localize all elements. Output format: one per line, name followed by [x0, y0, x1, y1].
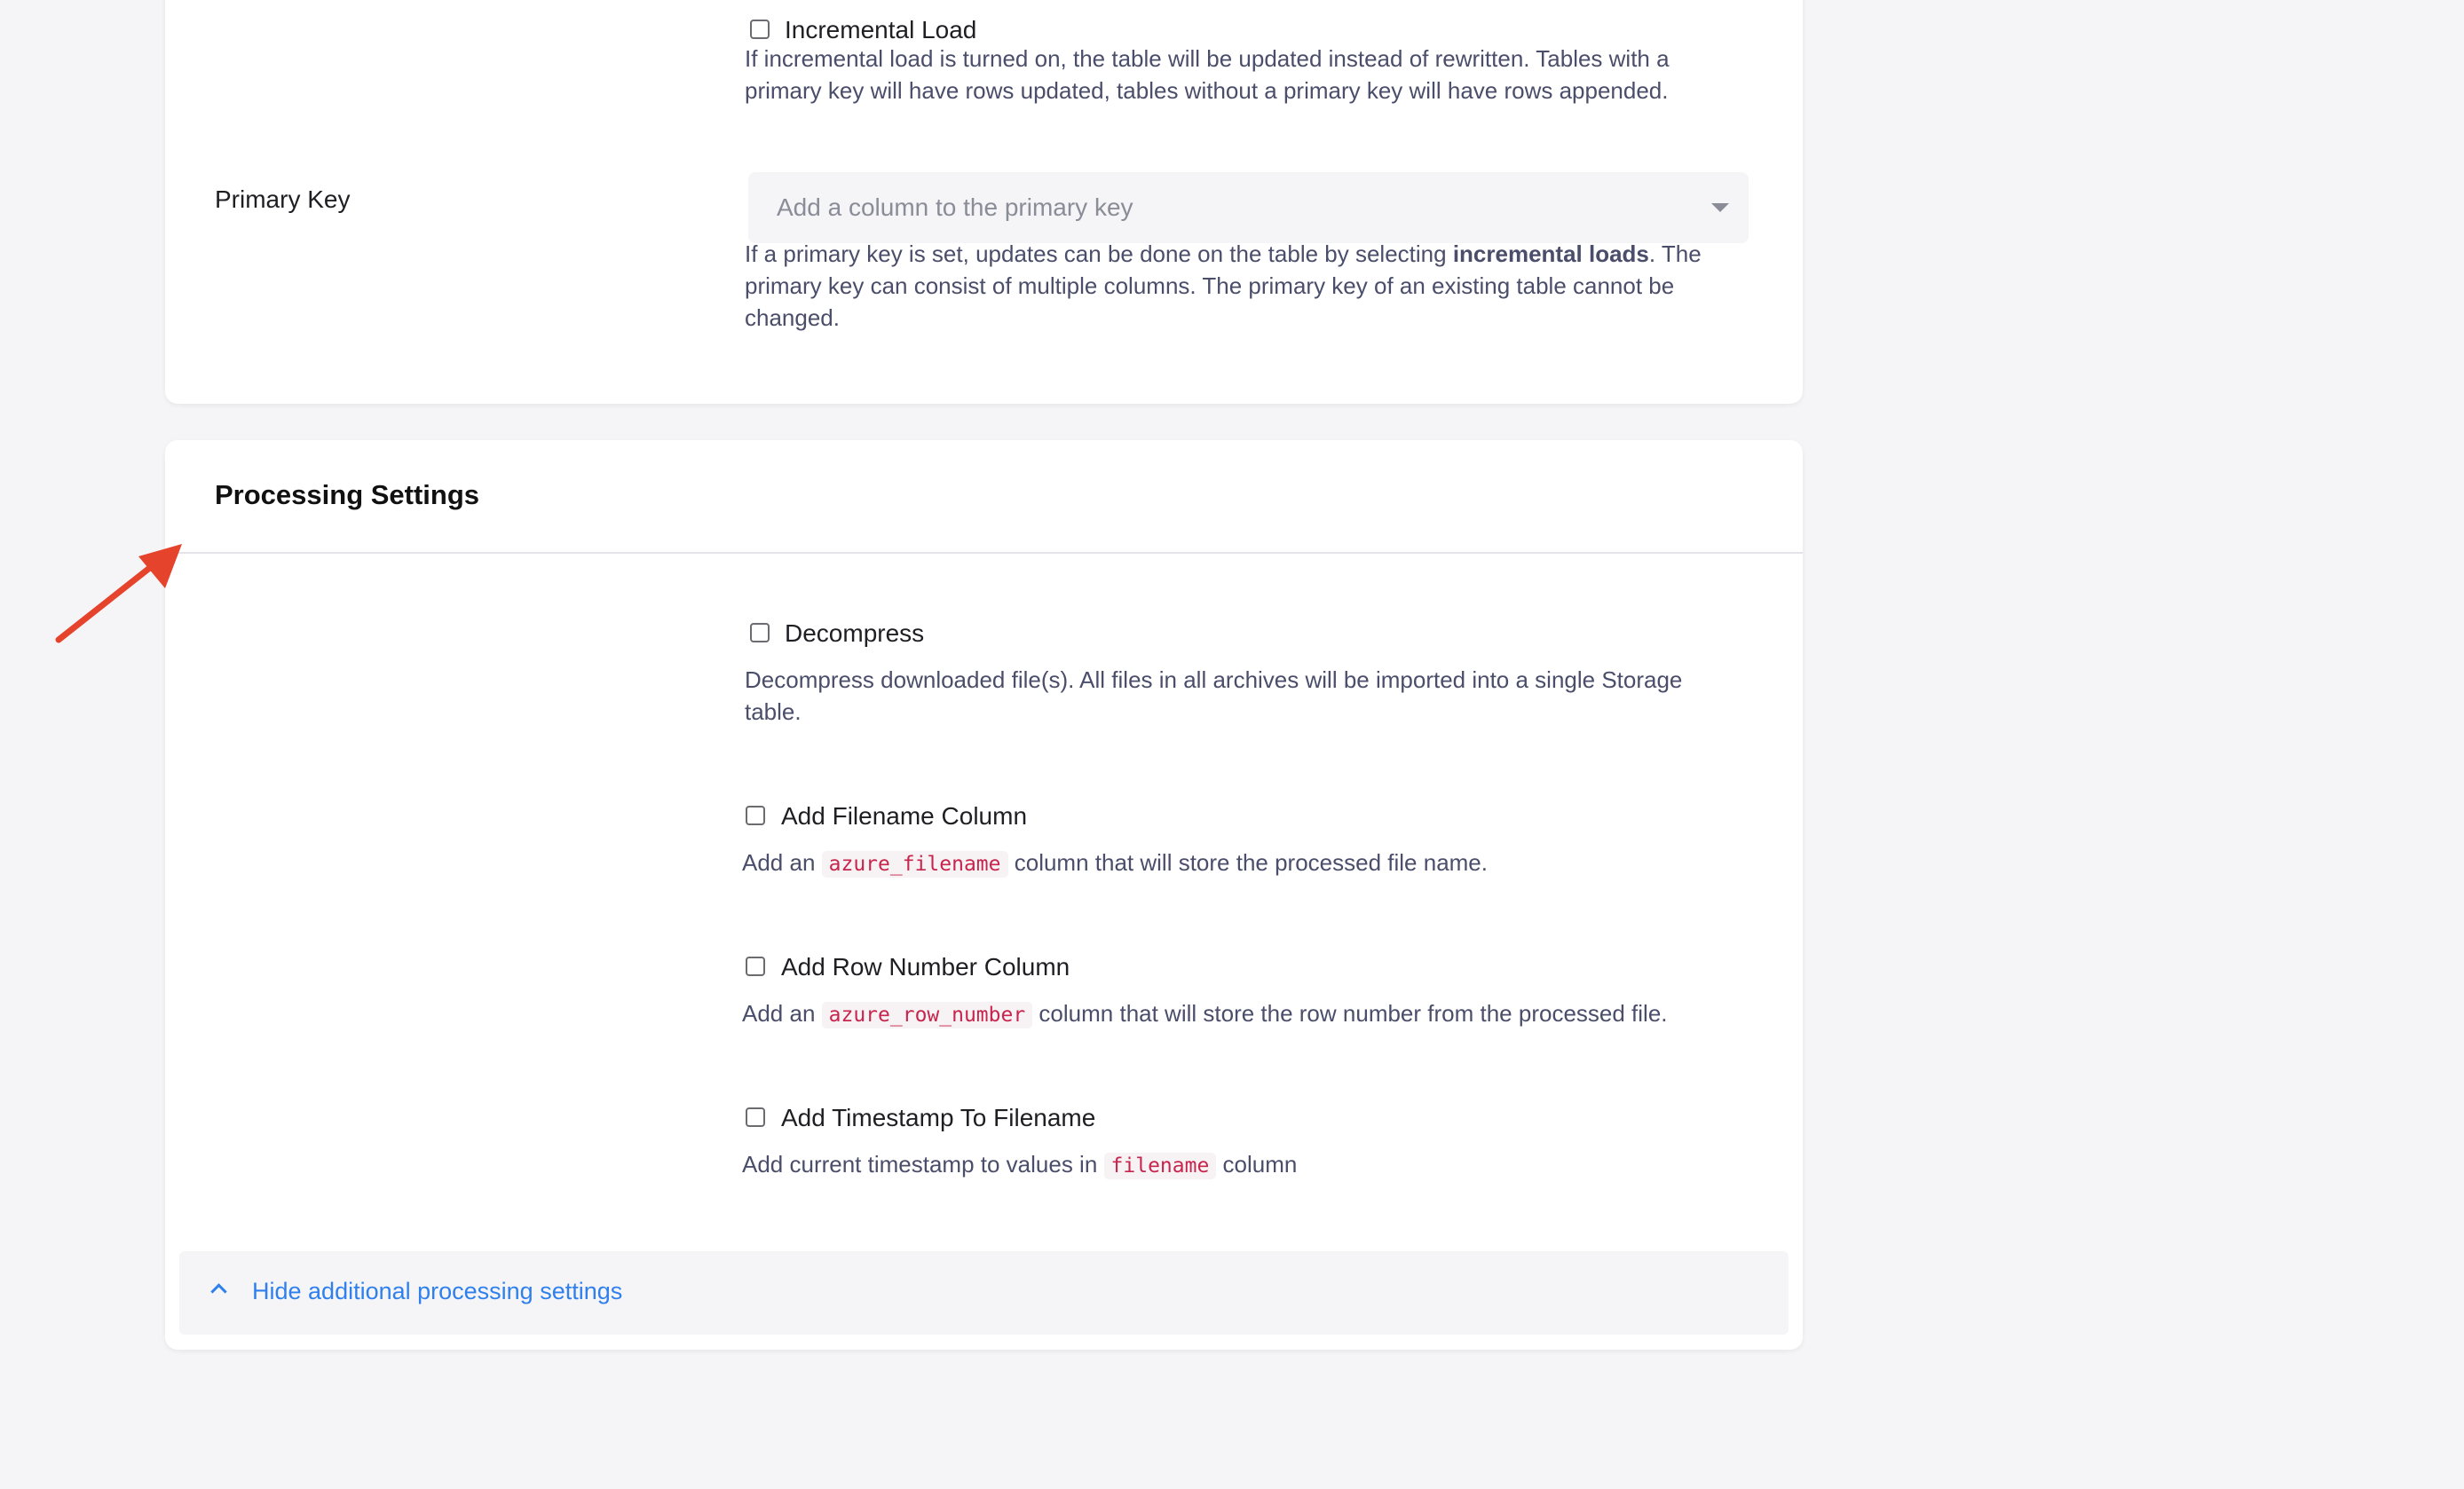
azure-row-number-code: azure_row_number — [822, 1002, 1033, 1028]
add-timestamp-help — [742, 1148, 1807, 1182]
add-timestamp-help-post: column — [1216, 1151, 1298, 1178]
add-filename-column-checkbox[interactable] — [746, 806, 765, 825]
azure-filename-code: azure_filename — [822, 851, 1008, 878]
decompress-checkbox[interactable] — [750, 623, 770, 642]
caret-down-icon — [1711, 203, 1729, 212]
add-row-number-help-post: column that will store the row number from the processed file. — [1032, 1000, 1668, 1027]
add-timestamp-checkbox[interactable] — [746, 1107, 765, 1127]
processing-settings-title: Processing Settings — [215, 479, 480, 510]
primary-key-select[interactable] — [748, 172, 1749, 243]
incremental-load-help-line1: If incremental load is turned on, the table will be updated instead of rewritten. Tables with a — [745, 45, 1670, 72]
primary-key-help-line2: primary key can consist of multiple columns. The primary key of an existing table cannot be — [745, 272, 1675, 299]
incremental-load-help-line2: primary key will have rows updated, tables without a primary key will have rows appended. — [745, 77, 1669, 104]
add-filename-column-label: Add Filename Column — [781, 802, 1028, 830]
primary-key-help-end: . The — [1648, 240, 1702, 267]
hide-additional-settings-link[interactable]: Hide additional processing settings — [252, 1278, 623, 1304]
add-filename-help-pre: Add an — [742, 849, 822, 876]
primary-key-help — [745, 238, 1810, 334]
processing-settings-card — [165, 440, 1803, 1350]
primary-key-help-line3: changed. — [745, 304, 840, 331]
incremental-load-help — [745, 43, 1810, 106]
decompress-label: Decompress — [785, 619, 925, 647]
incremental-loads-bold: incremental loads — [1452, 240, 1649, 267]
red-arrow-icon — [53, 537, 195, 652]
decompress-help-line1: Decompress downloaded file(s). All files in all archives will be imported into a single Storage — [745, 666, 1683, 693]
decompress-help-line2: table. — [745, 698, 802, 725]
add-row-number-column-help — [742, 997, 1807, 1031]
add-filename-help-post: column that will store the processed file name. — [1007, 849, 1488, 876]
add-row-number-column-checkbox[interactable] — [746, 957, 765, 976]
incremental-load-checkbox[interactable] — [750, 20, 770, 39]
add-filename-column-help — [742, 847, 1807, 880]
add-timestamp-help-pre: Add current timestamp to values in — [742, 1151, 1104, 1178]
hide-settings-bar[interactable] — [179, 1251, 1789, 1335]
primary-key-help-pre: If a primary key is set, updates can be done on the table by selecting — [745, 240, 1453, 267]
table-settings-card — [165, 0, 1803, 404]
add-row-number-help-pre: Add an — [742, 1000, 822, 1027]
primary-key-help-line1 — [745, 238, 1810, 270]
incremental-load-label: Incremental Load — [785, 16, 977, 43]
add-row-number-column-label: Add Row Number Column — [781, 953, 1070, 981]
chevron-up-icon — [210, 1283, 226, 1299]
filename-code: filename — [1104, 1153, 1217, 1179]
decompress-help — [745, 664, 1810, 728]
add-timestamp-label: Add Timestamp To Filename — [781, 1104, 1096, 1131]
section-divider — [165, 552, 1803, 554]
primary-key-label: Primary Key — [215, 185, 351, 213]
primary-key-select-placeholder: Add a column to the primary key — [777, 193, 1133, 221]
